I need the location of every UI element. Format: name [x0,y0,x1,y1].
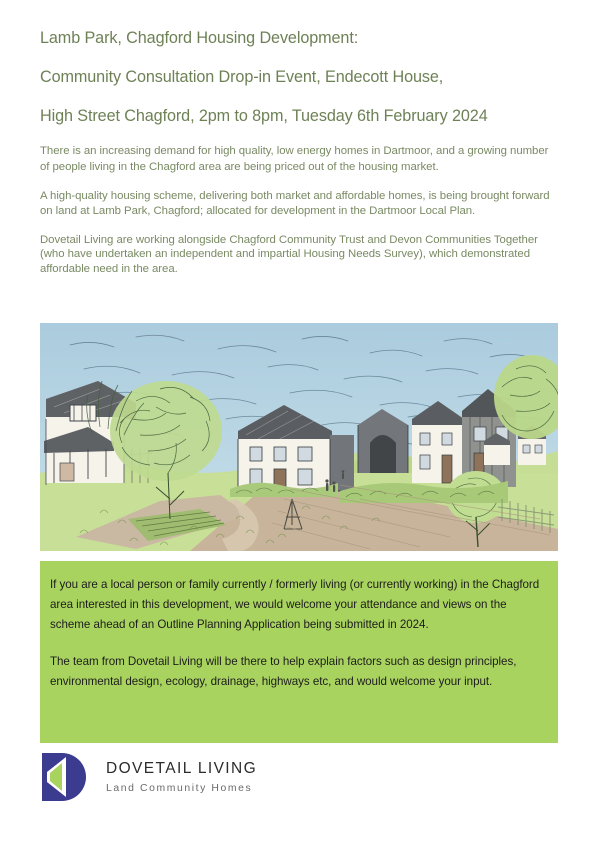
heading-line-2: Community Consultation Drop-in Event, Endecott House, [40,68,444,87]
page-title [40,30,564,125]
development-illustration [40,323,558,551]
dovetail-d-icon [38,751,90,803]
heading-line-3: High Street Chagford, 2pm to 8pm, Tuesday 6th February 2024 [40,107,488,126]
callout-box [40,561,558,743]
intro-paragraph-2: A high-quality housing scheme, delivering both market and affordable homes, is being brought forward on land at Lamb Park, Chagford; allocated for development in the Dartmoor Local Plan. [40,190,550,217]
logo-title: DOVETAIL LIVING [106,759,258,777]
callout-paragraph-1: If you are a local person or family currently / formerly living (or currently working) in the Chagford area interested in this development, we would welcome your attendance and views on the scheme ahead of an Outline Planning Application being submitted in 2024. [50,578,540,631]
dovetail-living-logo [38,751,257,803]
logo-subtitle: Land Community Homes [106,782,253,794]
street-scene-sketch [40,323,558,551]
heading-line-1: Lamb Park, Chagford Housing Development: [40,29,359,47]
intro-body [40,143,552,276]
intro-paragraph-3: Dovetail Living are working alongside Chagford Community Trust and Devon Communities Together (who have undertaken an independent and impartial Housing Needs Survey), which demonstrated affordable need in the area. [40,233,538,275]
callout-paragraph-2: The team from Dovetail Living will be there to help explain factors such as design principles, environmental design, ecology, drainage, highways etc, and would welcome your input. [50,654,517,688]
logo-wordmark [106,760,257,794]
intro-paragraph-1: There is an increasing demand for high quality, low energy homes in Dartmoor, and a growing number of people living in the Chagford area are being priced out of the housing market. [40,145,549,174]
